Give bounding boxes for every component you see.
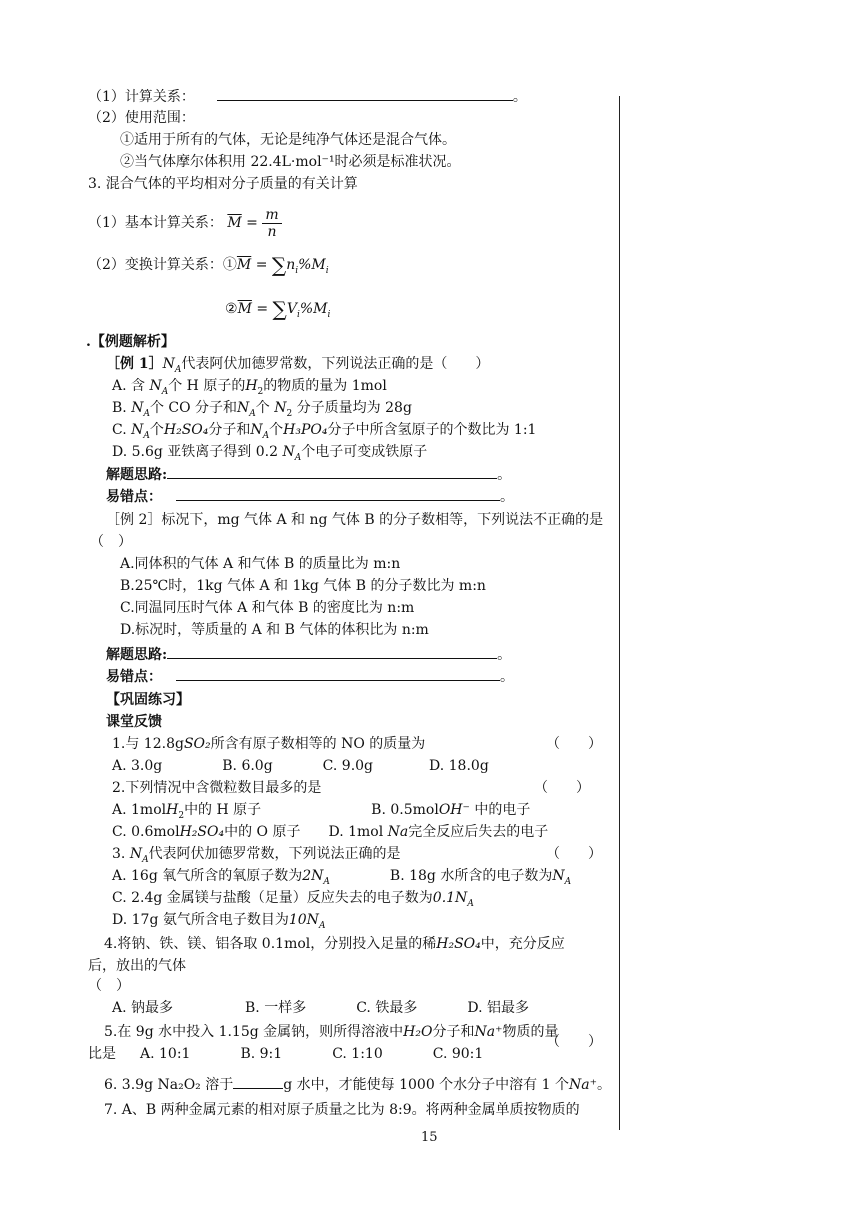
- formula: OH⁻: [438, 802, 470, 818]
- text: 分子质量均为 28g: [296, 400, 412, 416]
- text: D. 18.0g: [429, 758, 489, 774]
- text: D. 1mol: [328, 824, 384, 840]
- text: 的物质的量为 1mol: [263, 378, 387, 394]
- text: C. 铁最多: [356, 1000, 418, 1016]
- text: C.: [112, 422, 127, 438]
- formula: A: [249, 408, 256, 419]
- text: 。: [512, 89, 527, 105]
- text: 4.将钠、铁、镁、铝各取 0.1mol，分别投入足量的稀: [104, 936, 437, 952]
- formula: Na: [387, 824, 409, 840]
- text: 中的 H 原子: [184, 802, 262, 818]
- calc-relation-line: [88, 86, 527, 107]
- sum-sign: ∑: [272, 297, 287, 321]
- formula: N: [131, 400, 144, 416]
- fill-blank: [167, 464, 497, 479]
- answer-paren: （ ）: [546, 846, 602, 862]
- formula: i: [295, 265, 299, 276]
- text: 。: [596, 1077, 611, 1093]
- formula: A: [161, 386, 169, 397]
- example-section-heading: .【例题解析】: [86, 334, 175, 350]
- formula: 2N: [302, 868, 324, 884]
- formula: i: [327, 309, 331, 320]
- example-2-question: ［例 2］标况下，mg 气体 A 和 ng 气体 B 的分子数相等，下列说法不正确的是: [106, 512, 604, 528]
- text: 1.与 12.8g: [112, 736, 184, 752]
- fill-blank: [217, 86, 513, 101]
- text: C. 9.0g: [322, 758, 374, 774]
- formula: Na⁺: [474, 1024, 503, 1040]
- text: A. 钠最多: [112, 1000, 174, 1016]
- text: D. 17g 氨气所含电子数目为: [112, 912, 289, 928]
- formula: N: [237, 400, 250, 416]
- formula: N: [274, 400, 287, 416]
- example-2-paren: （ ）: [90, 534, 132, 550]
- text: （2）变换计算关系：①: [88, 257, 237, 273]
- formula: $\overline{M}$: [236, 257, 252, 273]
- formula: N: [149, 378, 162, 394]
- formula: 10N: [288, 912, 319, 928]
- formula: A: [143, 408, 150, 419]
- text: （1）基本计算关系：: [88, 215, 223, 231]
- example-1-thinking: 解题思路: 。: [106, 464, 511, 485]
- formula: A: [467, 898, 474, 909]
- text: 2.下列情况中含微粒数目最多的是: [112, 780, 322, 796]
- question-4-options: [112, 998, 529, 1018]
- answer-paren: （ ）: [546, 736, 602, 752]
- text: 代表阿伏加德罗常数，下列说法正确的是: [148, 846, 401, 862]
- fill-blank: [167, 644, 497, 659]
- formula: A: [323, 876, 330, 887]
- formula: 2: [257, 386, 264, 397]
- text: 分子和: [208, 422, 251, 438]
- formula: 0.1N: [432, 890, 468, 906]
- formula: A: [318, 920, 326, 931]
- text: 易错点：: [106, 489, 162, 505]
- text: 个: [255, 400, 270, 416]
- text: B. 18g 水所含的电子数为: [389, 868, 553, 884]
- formula: H₂SO₄: [436, 936, 481, 952]
- text: （1）计算关系：: [88, 89, 195, 105]
- formula: i: [325, 265, 329, 276]
- text: B. 6.0g: [222, 758, 273, 774]
- question-4-paren: （ ）: [88, 978, 130, 994]
- formula: A: [294, 452, 302, 463]
- text: 5.在 9g 水中投入 1.15g 金属钠，则所得溶液中: [104, 1024, 404, 1040]
- practice-heading: 【巩固练习】: [106, 692, 190, 708]
- formula: H₂SO₄: [163, 422, 209, 438]
- scope-item-1: ①适用于所有的气体，无论是纯净气体还是混合气体。: [120, 132, 456, 148]
- formula: N: [250, 422, 263, 438]
- formula: n: [286, 257, 296, 273]
- transform-relation-line-1: （2）变换计算关系：$①\overline{M} = \sum n_i\%M_i$: [88, 253, 329, 277]
- question-5-options: [88, 1034, 602, 1064]
- transform-relation-line-2: $②\overline{M} = \sum V_i\%M_i$: [225, 297, 331, 321]
- example-2-option-c: C.同温同压时气体 A 和气体 B 的密度比为 n:m: [120, 600, 415, 616]
- text: D. 铝最多: [467, 1000, 529, 1016]
- text: B. 0.5mol: [371, 802, 439, 818]
- formula: 2: [178, 810, 185, 821]
- class-feedback-heading: 课堂反馈: [106, 714, 162, 730]
- formula: m: [262, 207, 281, 224]
- text: 中，充分反应: [480, 936, 565, 952]
- text: C. 2.4g 金属镁与盐酸（足量）反应失去的电子数为: [112, 890, 433, 906]
- column-divider: [619, 96, 620, 1130]
- formula: H₂O: [403, 1024, 433, 1040]
- text: C. 90:1: [432, 1046, 484, 1062]
- text: D. 5.6g 亚铁离子得到 0.2: [112, 444, 279, 460]
- question-5: [104, 1022, 558, 1042]
- scope-item-2: ②当气体摩尔体积用 22.4L·mol⁻¹时必须是标准状况。: [120, 154, 461, 170]
- formula: N: [282, 444, 295, 460]
- formula: %M: [299, 301, 328, 317]
- formula: N: [131, 422, 144, 438]
- formula: H₃PO₄: [283, 422, 328, 438]
- text: 分子和: [432, 1024, 475, 1040]
- section-3-heading: 3. 混合气体的平均相对分子质量的有关计算: [88, 176, 358, 192]
- text: 分子中所含氢原子的个数比为 1:1: [327, 422, 537, 438]
- text: 6. 3.9g Na₂O₂ 溶于: [104, 1077, 234, 1093]
- text: 解题思路:: [106, 467, 168, 483]
- formula: Na⁺: [568, 1077, 597, 1093]
- example-2-option-d: D.标况时，等质量的 A 和 B 气体的体积比为 n:m: [120, 622, 429, 638]
- answer-paren: （ ）: [546, 1034, 602, 1050]
- formula: H: [245, 378, 258, 394]
- question-2: [112, 778, 590, 798]
- text: ②: [225, 301, 238, 317]
- question-2-options-cd: [112, 822, 548, 842]
- formula: $\overline{M}$: [227, 215, 242, 231]
- text: C. 1:10: [332, 1046, 383, 1062]
- question-7: 7. A、B 两种金属元素的相对原子质量之比为 8:9。将两种金属单质按物质的: [104, 1102, 580, 1118]
- text: C. 0.6mol: [112, 824, 180, 840]
- question-3-option-d: [112, 910, 325, 936]
- formula: %M: [298, 257, 326, 273]
- text: A. 含: [112, 378, 146, 394]
- formula: i: [296, 309, 300, 320]
- text: 完全反应后失去的电子: [408, 824, 549, 840]
- formula: $\overline{M}$: [237, 301, 252, 317]
- text: 易错点：: [106, 669, 162, 685]
- scope-heading: （2）使用范围：: [88, 110, 195, 126]
- text: 比是: [88, 1046, 116, 1062]
- formula: n: [267, 223, 277, 240]
- example-2-option-b: B.25℃时，1kg 气体 A 和 1kg 气体 B 的分子数比为 m:n: [120, 578, 486, 594]
- basic-relation-line: （1）基本计算关系： $\overline{M}$ = $\frac{m}{n}$: [88, 206, 282, 240]
- text: 中的电子: [474, 802, 531, 818]
- fill-blank: [233, 1074, 283, 1089]
- text: 个 H 原子的: [168, 378, 246, 394]
- text: 个电子可变成铁原子: [301, 444, 428, 460]
- formula: H: [166, 802, 179, 818]
- formula: A: [262, 430, 270, 441]
- text: 个: [149, 422, 164, 438]
- answer-paren: （ ）: [534, 780, 590, 796]
- formula: A: [142, 854, 149, 865]
- formula: 2: [286, 408, 293, 419]
- text: B. 一样多: [245, 1000, 307, 1016]
- example-2-pitfall: 易错点： 。: [106, 666, 514, 687]
- text: 解题思路:: [106, 647, 168, 663]
- question-1-options: [112, 756, 489, 776]
- question-4-cont: 后，放出的气体: [88, 958, 186, 974]
- formula: N: [162, 356, 175, 372]
- formula: A: [174, 364, 182, 375]
- text: B.: [112, 400, 127, 416]
- formula: A: [143, 430, 150, 441]
- text: ［例 1］: [106, 356, 163, 372]
- sum-sign: ∑: [271, 253, 287, 277]
- formula: N: [552, 868, 565, 884]
- example-1-pitfall: 易错点： 。: [106, 486, 514, 507]
- fraction: [262, 207, 281, 240]
- text: A. 3.0g: [112, 758, 163, 774]
- text: 所含有原子数相等的 NO 的质量为: [210, 736, 426, 752]
- text: A. 16g 氧气所含的氧原子数为: [112, 868, 303, 884]
- question-6: [104, 1074, 611, 1095]
- fill-blank: [176, 666, 500, 681]
- text: 3.: [112, 846, 126, 862]
- formula: V: [286, 301, 297, 317]
- example-2-option-a: A.同体积的气体 A 和气体 B 的质量比为 m:n: [120, 556, 401, 572]
- text: g 水中，才能使每 1000 个水分子中溶有 1 个: [283, 1077, 569, 1093]
- example-2-thinking: 解题思路: 。: [106, 644, 511, 665]
- text: 代表阿伏加德罗常数，下列说法正确的是（ ）: [181, 356, 490, 372]
- text: A. 10:1: [140, 1046, 191, 1062]
- formula: SO₂: [183, 736, 211, 752]
- text: B. 9:1: [240, 1046, 283, 1062]
- formula: A: [564, 876, 572, 887]
- page-number: 15: [421, 1130, 438, 1145]
- text: 物质的量: [502, 1024, 559, 1040]
- formula: H₂SO₄: [179, 824, 225, 840]
- question-4: [104, 934, 565, 954]
- text: 中的 O 原子: [224, 824, 301, 840]
- fill-blank: [176, 486, 500, 501]
- text: A. 1mol: [112, 802, 167, 818]
- text: 个 CO 分子和: [149, 400, 238, 416]
- text: 个: [269, 422, 284, 438]
- formula: N: [129, 846, 143, 862]
- question-1: [112, 734, 602, 754]
